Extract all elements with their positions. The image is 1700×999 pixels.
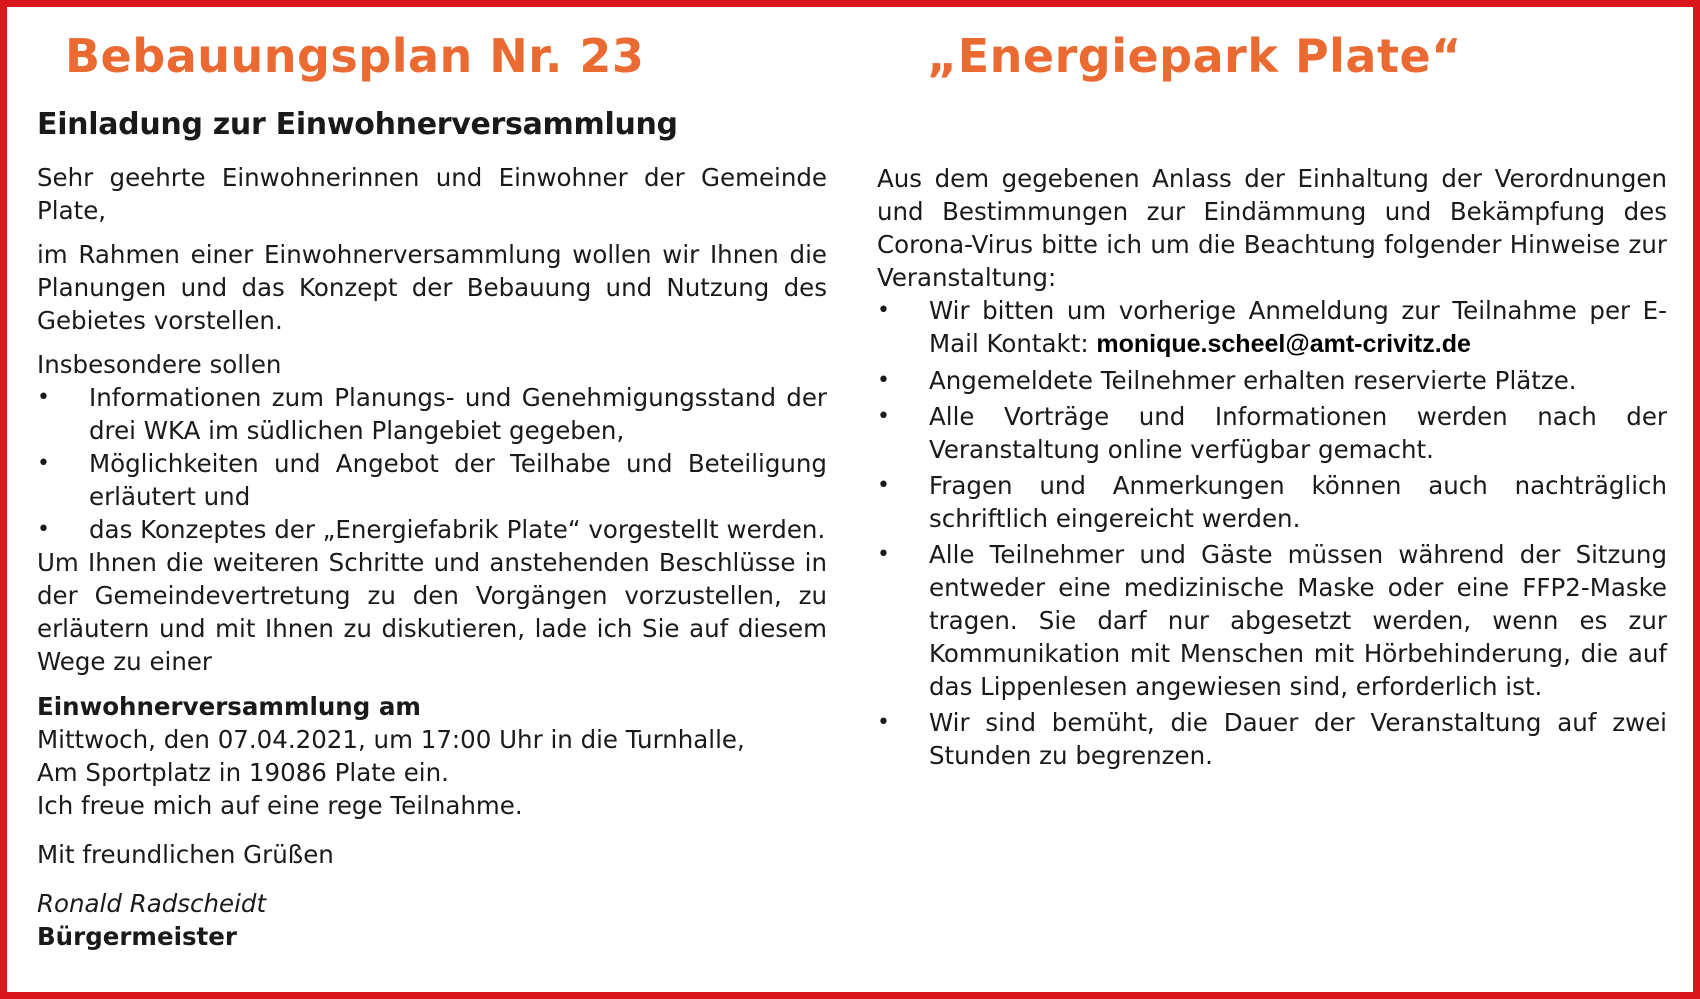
notice-item: • Fragen und Anmerkungen können auch nachträglich schriftlich eingereicht werden. xyxy=(877,469,1667,535)
notice-item: • Wir sind bemüht, die Dauer der Veranstaltung auf zwei Stunden zu begrenzen. xyxy=(877,706,1667,772)
notice-item-registration xyxy=(877,294,1667,361)
meeting-date-line: Mittwoch, den 07.04.2021, um 17:00 Uhr in die Turnhalle, xyxy=(37,725,745,754)
meeting-closing-line: Ich freue mich auf eine rege Teilnahme. xyxy=(37,791,523,820)
notice-list xyxy=(877,294,1667,772)
list-intro: Insbesondere sollen xyxy=(37,350,282,379)
invitation-heading: Einladung zur Einwohnerversammlung xyxy=(37,107,678,142)
right-column xyxy=(877,162,1667,775)
agenda-item: • das Konzeptes der „Energiefabrik Plate“ vorgestellt werden. xyxy=(37,513,827,546)
agenda-list xyxy=(37,381,827,546)
agenda-item: • Informationen zum Planungs- und Genehmigungsstand der drei WKA im südlichen Plangebiet gegeben, xyxy=(37,381,827,447)
meeting-details xyxy=(37,690,827,822)
signature-name: Ronald Radscheidt xyxy=(37,889,267,918)
closing-paragraph: Um Ihnen die weiteren Schritte und anstehenden Beschlüsse in der Gemeindevertretung zu den Vorgängen vorzustellen, zu erläutern und mit Ihnen zu diskutieren, lade ich Sie auf diesem Wege zu einer xyxy=(37,548,827,676)
notice-intro: Aus dem gegebenen Anlass der Einhaltung der Verordnungen und Bestimmungen zur Eindämmung und Bekämpfung des Corona-Virus bitte ich um die Beachtung folgender Hinweise zur Veranstaltung: xyxy=(877,164,1667,292)
document-title xyxy=(7,29,1693,89)
agenda-item: • Möglichkeiten und Angebot der Teilhabe und Beteiligung erläutert und xyxy=(37,447,827,513)
signature-role: Bürgermeister xyxy=(37,922,237,951)
notice-item: • Alle Vorträge und Informationen werden nach der Veranstaltung online verfügbar gemacht. xyxy=(877,400,1667,466)
contact-email-link[interactable]: monique.scheel@amt-crivitz.de xyxy=(1096,330,1471,358)
title-plan-name: „Energiepark Plate“ xyxy=(927,29,1462,83)
registration-text: Wir bitten um vorherige Anmeldung zur Teilnahme per E-Mail Kontakt: xyxy=(929,296,1667,358)
meeting-location-line: Am Sportplatz in 19086 Plate ein. xyxy=(37,758,449,787)
left-column xyxy=(37,103,827,953)
intro-paragraph: im Rahmen einer Einwohnerversammlung wollen wir Ihnen die Planungen und das Konzept der Bebauung und Nutzung des Gebietes vorstellen. xyxy=(37,240,827,335)
greeting: Mit freundlichen Grüßen xyxy=(37,840,334,869)
salutation: Sehr geehrte Einwohnerinnen und Einwohner der Gemeinde Plate, xyxy=(37,163,827,225)
title-plan-number: Bebauungsplan Nr. 23 xyxy=(65,29,645,83)
notice-item: • Alle Teilnehmer und Gäste müssen während der Sitzung entweder eine medizinische Maske oder eine FFP2-Maske tragen. Sie darf nur abgesetzt werden, wenn es zur Kommunikation mit Menschen mit Hörbehinderung, die auf das Lippenlesen angewiesen sind, erforderlich ist. xyxy=(877,538,1667,703)
meeting-title: Einwohnerversammlung am xyxy=(37,692,421,721)
notice-item: • Angemeldete Teilnehmer erhalten reservierte Plätze. xyxy=(877,364,1667,397)
